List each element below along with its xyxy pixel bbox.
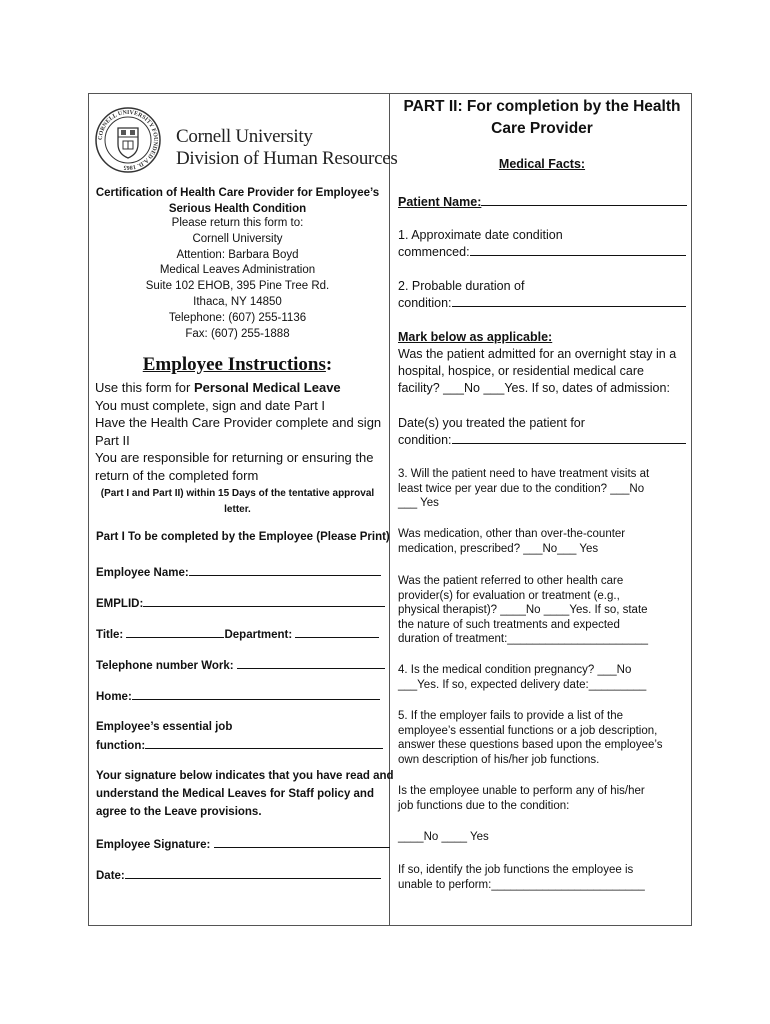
- use-prefix: Use this form for: [95, 380, 194, 395]
- signature-note-line: agree to the Leave provisions.: [96, 806, 262, 818]
- instruction-line: You are responsible for returning or ensuring the: [95, 450, 374, 465]
- part2-heading: [392, 96, 692, 140]
- identify-line: If so, identify the job functions the employee is: [398, 864, 634, 876]
- home-field[interactable]: [96, 687, 380, 703]
- commenced-line[interactable]: [470, 243, 686, 256]
- instructions-title: Employee Instructions: [142, 354, 326, 375]
- part1-heading: Part I To be completed by the Employee (Please Print): [96, 531, 390, 543]
- title-line[interactable]: [126, 625, 224, 638]
- home-label: Home:: [96, 691, 132, 703]
- referral-line: the nature of such treatments and expected: [398, 618, 620, 631]
- essential-function-label: Employee’s essential job: [96, 721, 233, 733]
- certification-title: [95, 185, 380, 217]
- duration-line[interactable]: [452, 294, 686, 307]
- patient-name-line[interactable]: [481, 193, 687, 206]
- return-line: Please return this form to:: [171, 217, 304, 229]
- admission-question[interactable]: [398, 329, 690, 397]
- use-leave-type: Personal Medical Leave: [193, 380, 341, 395]
- employee-signature-field[interactable]: [96, 835, 390, 851]
- unable-to-perform-question: [398, 784, 690, 813]
- return-line: Suite 102 EHOB, 395 Pine Tree Rd.: [145, 280, 330, 293]
- cert-title-line-2: Serious Health Condition: [168, 203, 307, 215]
- deadline-line: (Part I and Part II) within 15 Days of the tentative approval: [100, 488, 375, 499]
- signature-note-line: Your signature below indicates that you have read and: [96, 770, 394, 782]
- commenced-label: commenced:: [398, 245, 470, 259]
- q3-line[interactable]: least twice per year due to the condition? ___No: [398, 482, 645, 495]
- q4-line[interactable]: ___Yes. If so, expected delivery date:_________: [398, 678, 647, 691]
- signature-note: [96, 767, 394, 821]
- instructions-body: [95, 379, 385, 484]
- q2-label: 2. Probable duration of: [398, 279, 525, 293]
- medication-line[interactable]: medication, prescribed? ___No___ Yes: [398, 542, 599, 555]
- q5-line: own description of his/her job functions.: [398, 753, 600, 766]
- q3-line[interactable]: ___ Yes: [398, 497, 439, 509]
- referral-line[interactable]: physical therapist)? ____No ____Yes. If so, state: [398, 604, 648, 616]
- employee-name-label: Employee Name:: [96, 567, 189, 579]
- return-line: Telephone: (607) 255-1136: [168, 311, 307, 324]
- department-line[interactable]: [295, 625, 379, 638]
- admit-line: hospital, hospice, or residential medical care: [398, 364, 644, 378]
- use-form-line: [95, 379, 385, 397]
- patient-name-field[interactable]: [398, 193, 690, 210]
- deadline-line: letter.: [224, 504, 251, 515]
- essential-function-field[interactable]: [96, 718, 383, 755]
- q1-date-commenced[interactable]: [398, 227, 690, 260]
- duration-condition-label: condition:: [398, 296, 452, 310]
- signature-note-line: understand the Medical Leaves for Staff policy and: [96, 788, 374, 800]
- instruction-line: Have the Health Care Provider complete and sign: [95, 415, 382, 430]
- emplid-label: EMPLID:: [96, 598, 144, 610]
- medication-line: Was medication, other than over-the-counter: [398, 528, 626, 540]
- referral-question[interactable]: [398, 574, 690, 647]
- patient-name-label: Patient Name:: [398, 195, 482, 209]
- q3-treatment-visits[interactable]: [398, 467, 690, 511]
- medication-question[interactable]: [398, 527, 690, 556]
- return-deadline-note: [95, 486, 380, 518]
- q4-pregnancy[interactable]: [398, 663, 690, 692]
- title-label: Title:: [96, 629, 127, 641]
- identify-line[interactable]: unable to perform:________________________: [398, 878, 645, 891]
- identify-functions[interactable]: [398, 863, 690, 892]
- org-name: [176, 126, 397, 170]
- treated-line[interactable]: [452, 431, 686, 444]
- q4-line[interactable]: 4. Is the medical condition pregnancy? ___No: [398, 664, 632, 676]
- telephone-work-line[interactable]: [237, 656, 385, 669]
- unable-no-yes[interactable]: ____No ____ Yes: [398, 831, 489, 843]
- referral-line[interactable]: duration of treatment:______________________: [398, 633, 649, 645]
- title-department-field[interactable]: [96, 625, 379, 641]
- org-line-1: Cornell University: [176, 126, 313, 147]
- medical-facts-heading: [392, 157, 692, 171]
- return-line: Ithaca, NY 14850: [193, 295, 282, 308]
- admit-line[interactable]: facility? ___No ___Yes. If so, dates of admission:: [398, 381, 670, 395]
- telephone-work-field[interactable]: [96, 656, 385, 672]
- emplid-line[interactable]: [143, 594, 385, 607]
- q5-essential-functions: [398, 709, 690, 767]
- q1-label: 1. Approximate date condition: [398, 228, 563, 242]
- org-line-2: Division of Human Resources: [176, 148, 398, 169]
- medical-facts-label: Medical Facts:: [498, 157, 586, 171]
- department-label: Department:: [224, 629, 296, 641]
- svg-text:CORNELL UNIVERSITY FOUNDED A.D: [98, 110, 158, 170]
- return-line: Attention: Barbara Boyd: [176, 248, 299, 261]
- employee-name-line[interactable]: [189, 563, 381, 576]
- unable-line: job functions due to the condition:: [398, 799, 570, 812]
- referral-line: Was the patient referred to other health care: [398, 575, 624, 587]
- q5-line: answer these questions based upon the employee’s: [398, 739, 663, 751]
- part2-heading-line: Care Provider: [491, 120, 593, 137]
- return-line: Cornell University: [192, 232, 283, 245]
- q5-line: 5. If the employer fails to provide a list of the: [398, 710, 624, 722]
- instruction-line: You must complete, sign and date Part I: [95, 397, 326, 413]
- q5-line: employee’s essential functions or a job description,: [398, 724, 658, 737]
- part2-heading-line: PART II: For completion by the Health: [403, 98, 681, 115]
- employee-name-field[interactable]: [96, 563, 381, 579]
- instruction-line: Part II: [95, 432, 130, 448]
- treated-dates[interactable]: [398, 415, 690, 448]
- q3-line: 3. Will the patient need to have treatment visits at: [398, 468, 650, 480]
- admit-line: Was the patient admitted for an overnight stay in a: [398, 347, 677, 361]
- treated-condition-label: condition:: [398, 433, 452, 447]
- signature-label: Employee Signature:: [96, 839, 214, 851]
- emplid-field[interactable]: [96, 594, 385, 610]
- telephone-work-label: Telephone number Work:: [96, 660, 237, 672]
- cornell-seal-icon: [94, 106, 162, 174]
- instruction-line: return of the completed form: [95, 467, 259, 483]
- date-label: Date:: [96, 870, 125, 882]
- return-line: Fax: (607) 255-1888: [185, 327, 290, 340]
- unable-line: Is the employee unable to perform any of his/her: [398, 785, 645, 797]
- cert-title-line-1: Certification of Health Care Provider for Employee’s: [95, 187, 380, 199]
- date-field[interactable]: [96, 866, 381, 882]
- return-line: Medical Leaves Administration: [159, 264, 316, 277]
- return-address: [95, 216, 380, 342]
- home-line[interactable]: [132, 687, 380, 700]
- instructions-colon: :: [325, 354, 333, 375]
- mark-below-label: Mark below as applicable:: [398, 330, 553, 344]
- essential-function-line[interactable]: [145, 736, 383, 749]
- instructions-heading: [95, 354, 380, 376]
- date-line[interactable]: [125, 866, 381, 879]
- seal-text: CORNELL UNIVERSITY FOUNDED A.D. 1865: [97, 109, 159, 171]
- function-label: function:: [96, 740, 146, 752]
- q2-duration[interactable]: [398, 278, 690, 311]
- referral-line: provider(s) for evaluation or treatment (e.g.,: [398, 589, 620, 602]
- treated-label: Date(s) you treated the patient for: [398, 416, 585, 430]
- signature-line[interactable]: [214, 835, 390, 848]
